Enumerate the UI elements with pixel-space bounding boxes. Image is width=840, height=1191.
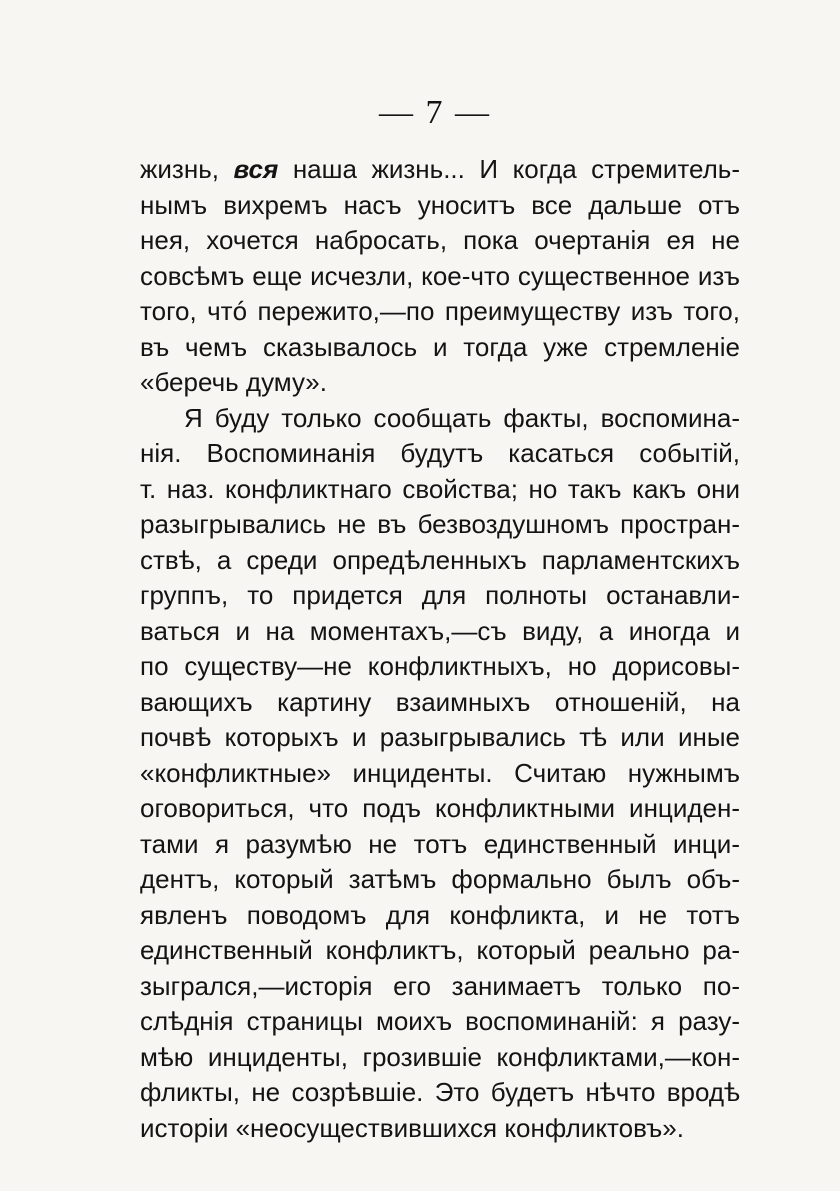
text-line: дентъ, который затѣмъ формально былъ объ- [140,864,740,894]
text-line: мѣю инциденты, грозившіе конфликтами,—кон- [140,1041,740,1072]
text-line: зыгрался,—исторія его занимаетъ только по- [140,970,740,1001]
text-line: «конфликтные» инциденты. Считаю нужнымъ [140,757,740,788]
text-line: фликты, не созрѣвшіе. Это будетъ нѣчто вродѣ [140,1077,740,1107]
text-line: почвѣ которыхъ и разыгрывались тѣ или иные [140,722,740,752]
text-line: единственный конфликтъ, который реально ра- [140,935,740,965]
text-line: жизнь, вся наша жизнь... И когда стремитель- [140,154,740,184]
text-line: исторіи «неосуществившихся конфликтовъ». [140,1112,684,1143]
text-line: группъ, то придется для полноты останавли- [140,580,740,610]
text-line: нея, хочется набросать, пока очертанія ея не [140,225,740,255]
text-line: въ чемъ сказывалось и тогда уже стремленіе [140,331,740,362]
text-line: нымъ вихремъ насъ уноситъ все дальше отъ [140,189,740,220]
text-line: по существу—не конфликтныхъ, но дорисовы- [140,651,740,681]
text-line: «беречь думу». [140,367,327,397]
text-line: вающихъ картину взаимныхъ отношеній, на [140,686,740,717]
text-line: слѣднія страницы моихъ воспоминаній: я разу- [140,1006,740,1036]
body-text [140,152,740,1146]
page-number: — 7 — [379,94,491,131]
text-line: ствѣ, а среди опредѣленныхъ парламентскихъ [140,544,740,575]
text-line: т. наз. конфликтнаго свойства; но такъ какъ они [140,473,740,504]
text-line: разыгрывались не въ безвоздушномъ простран- [140,509,740,539]
text-line: оговориться, что подъ конфликтными инциден- [140,793,740,823]
text-line: нія. Воспоминанія будутъ касаться событій, [140,438,740,468]
text-line: ваться и на моментахъ,—съ виду, а иногда и [140,615,740,646]
emphasis-word: вся [233,154,279,184]
text-line: совсѣмъ еще исчезли, кое-что существенное изъ [140,260,740,291]
text-line: Я буду только сообщать факты, воспомина- [184,402,740,433]
text-line: тами я разумѣю не тотъ единственный инци- [140,828,740,859]
text-line: того, чтó пережито,—по преимуществу изъ того, [140,296,740,326]
text-line: явленъ поводомъ для конфликта, и не тотъ [140,899,740,930]
